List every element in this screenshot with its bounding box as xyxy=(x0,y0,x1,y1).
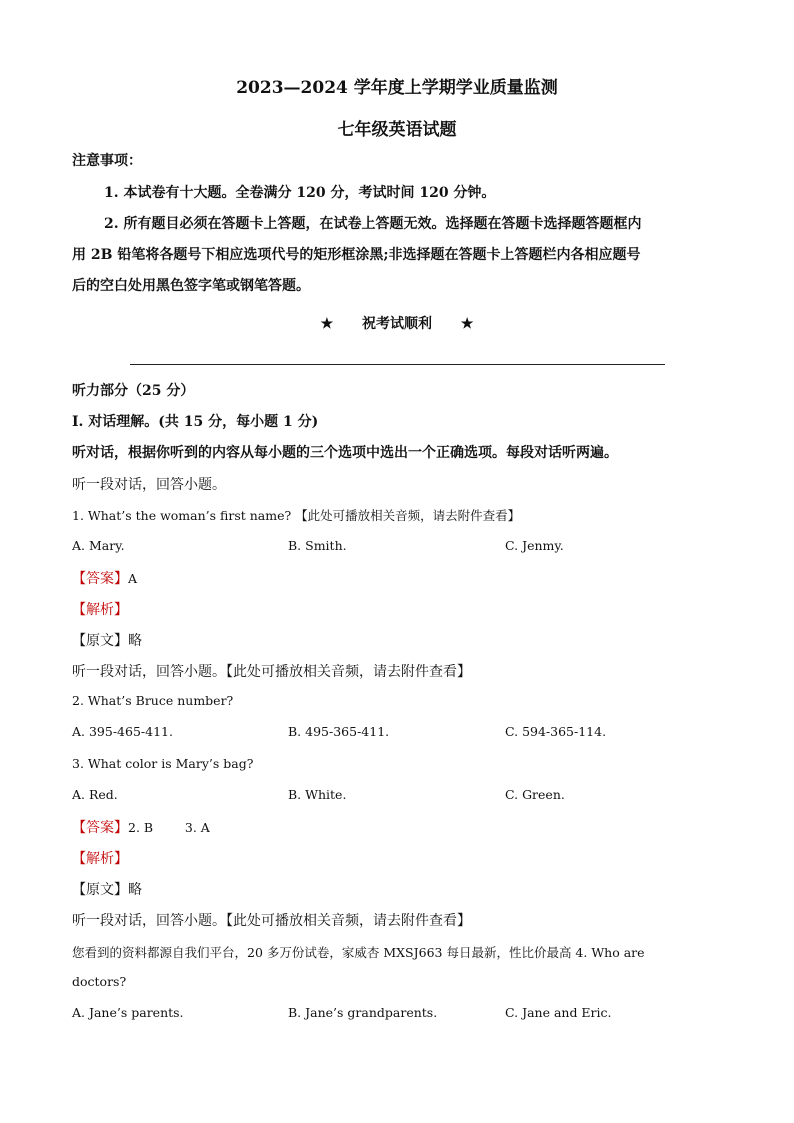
answer-value: 2. B 3. A xyxy=(128,820,210,835)
q4-option-c: C. Jane and Eric. xyxy=(505,1005,612,1020)
question-4-line-2: doctors? xyxy=(72,974,127,989)
analysis-tag-2: 【解析】 xyxy=(72,851,128,867)
analysis-tag-1: 【解析】 xyxy=(72,602,128,618)
original-tag: 【原文】 xyxy=(72,633,128,649)
q1-option-c: C. Jenmy. xyxy=(505,538,564,553)
notice-item-2-line-2: 用 2B 铅笔将各题号下相应选项代号的矩形框涂黑;非选择题在答题卡上答题栏内各相应题号 xyxy=(72,247,641,263)
question-2: 2. What’s Bruce number? xyxy=(72,693,234,708)
original-1 xyxy=(72,630,142,650)
original-value: 略 xyxy=(128,882,142,898)
q4-option-a: A. Jane’s parents. xyxy=(72,1005,184,1020)
original-2 xyxy=(72,879,142,899)
exam-title: 2023—2024 学年度上学期学业质量监测 xyxy=(236,78,558,98)
listening-part-heading: 听力部分（25 分） xyxy=(72,383,195,399)
answer-1 xyxy=(72,568,137,588)
question-1: 1. What’s the woman’s first name? 【此处可播放相关音频，请去附件查看】 xyxy=(72,508,521,523)
divider-line xyxy=(130,364,665,365)
blessing-text: 祝考试顺利 xyxy=(362,316,432,332)
star-icon: ★ xyxy=(460,316,474,332)
q2-option-a: A. 395-465-411. xyxy=(72,724,173,739)
q3-option-c: C. Green. xyxy=(505,787,565,802)
answer-tag: 【答案】 xyxy=(72,571,128,587)
notice-item-2-line-1: 2. 所有题目必须在答题卡上答题，在试卷上答题无效。选择题在答题卡选择题答题框内 xyxy=(104,216,642,232)
dialogue-intro-3: 听一段对话，回答小题。【此处可播放相关音频，请去附件查看】 xyxy=(72,913,471,929)
original-tag: 【原文】 xyxy=(72,882,128,898)
notice-item-2-line-3: 后的空白处用黑色签字笔或钢笔答题。 xyxy=(72,278,310,294)
q3-option-b: B. White. xyxy=(288,787,347,802)
answer-tag: 【答案】 xyxy=(72,820,128,836)
q4-option-b: B. Jane’s grandparents. xyxy=(288,1005,438,1020)
section-1-instruction: 听对话，根据你听到的内容从每小题的三个选项中选出一个正确选项。每段对话听两遍。 xyxy=(72,445,618,461)
notice-heading: 注意事项： xyxy=(72,153,142,169)
section-1-heading: I. 对话理解。(共 15 分，每小题 1 分) xyxy=(72,414,319,430)
dialogue-intro-1: 听一段对话，回答小题。 xyxy=(72,477,226,493)
q2-option-b: B. 495-365-411. xyxy=(288,724,390,739)
q1-option-b: B. Smith. xyxy=(288,538,347,553)
answer-2-3 xyxy=(72,817,210,837)
blessing-row xyxy=(0,313,794,333)
answer-value: A xyxy=(128,571,138,586)
dialogue-intro-2: 听一段对话，回答小题。【此处可播放相关音频，请去附件查看】 xyxy=(72,664,471,680)
q1-option-a: A. Mary. xyxy=(72,538,125,553)
q3-option-a: A. Red. xyxy=(72,787,118,802)
question-4-line-1: 您看到的资料都源自我们平台，20 多万份试卷，家威杏 MXSJ663 每日最新，性比价最高 4. Who are xyxy=(72,945,645,960)
exam-subtitle: 七年级英语试题 xyxy=(337,120,457,140)
q2-option-c: C. 594-365-114. xyxy=(505,724,607,739)
star-icon: ★ xyxy=(320,316,334,332)
original-value: 略 xyxy=(128,633,142,649)
question-3: 3. What color is Mary’s bag? xyxy=(72,756,254,771)
notice-item-1: 1. 本试卷有十大题。全卷满分 120 分，考试时间 120 分钟。 xyxy=(104,185,496,201)
